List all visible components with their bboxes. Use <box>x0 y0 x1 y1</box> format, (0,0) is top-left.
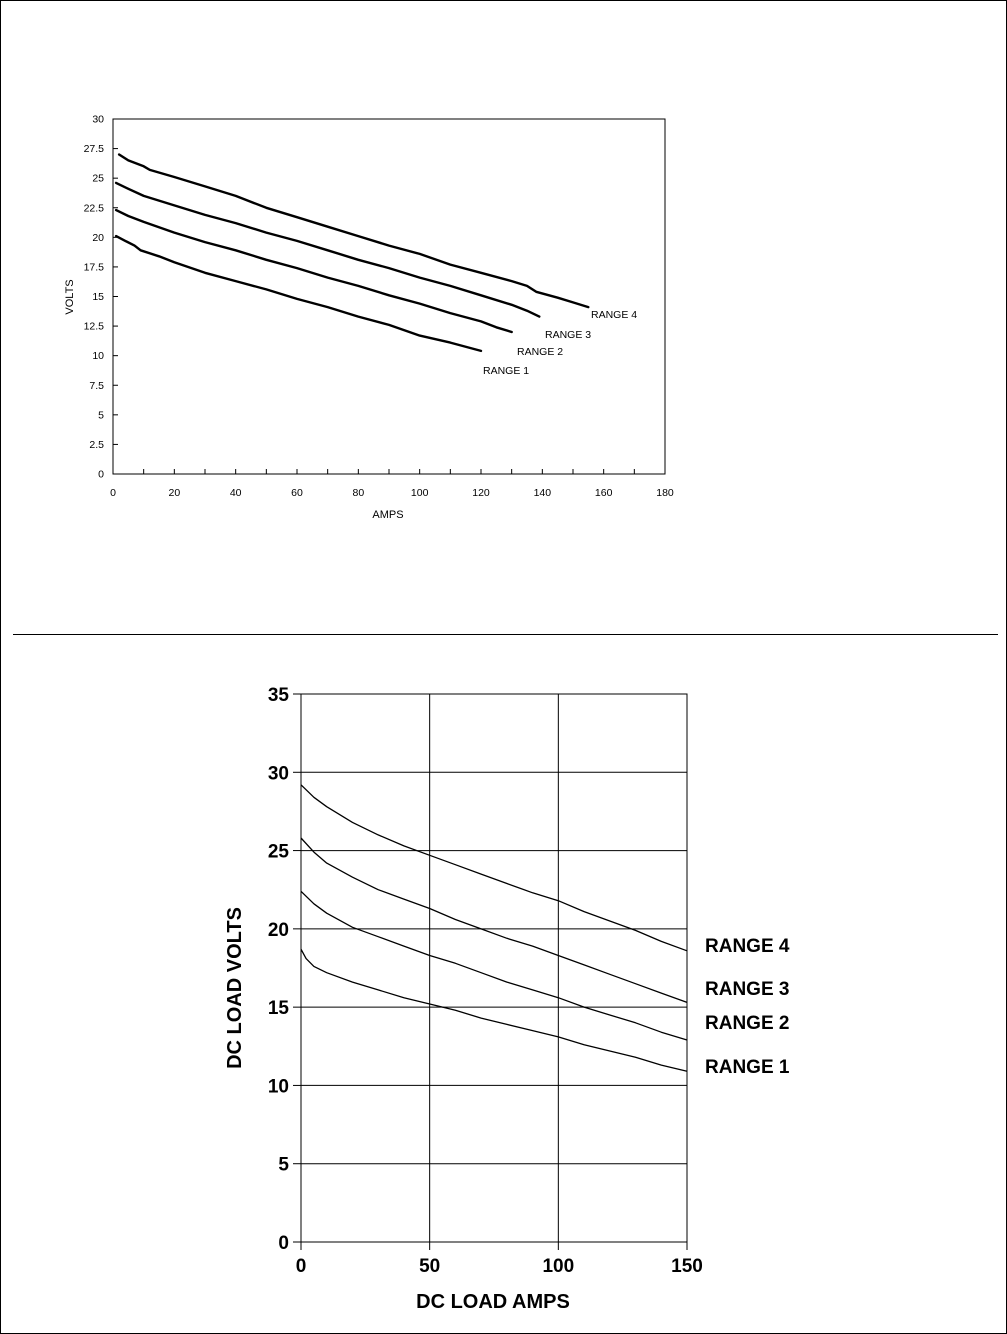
y-tick-label: 5 <box>98 409 104 422</box>
x-tick-label: 0 <box>295 1256 307 1277</box>
y-tick-label: 10 <box>267 1076 289 1098</box>
y-tick-label: 0 <box>278 1233 289 1254</box>
y-tick-label: 0 <box>98 468 104 481</box>
x-tick-label: 40 <box>229 487 242 499</box>
series-label-range-3: RANGE 3 <box>705 979 790 1000</box>
series-label-range-4: RANGE 4 <box>705 936 790 957</box>
x-tick-label: 80 <box>352 487 365 499</box>
series-label-range-4: RANGE 4 <box>591 309 638 321</box>
y-tick-label: 5 <box>278 1154 289 1176</box>
y-tick-label: 35 <box>267 685 289 706</box>
y-tick-label: 20 <box>92 231 104 244</box>
series-label-range-1: RANGE 1 <box>483 365 530 377</box>
y-tick-label: 30 <box>267 763 289 785</box>
series-label-range-2: RANGE 2 <box>517 346 564 358</box>
x-axis-label: DC LOAD AMPS <box>416 1291 570 1313</box>
x-tick-label: 120 <box>472 487 490 499</box>
y-tick-label: 15 <box>267 998 289 1020</box>
y-axis-label: VOLTS <box>64 279 76 315</box>
series-line-range-2 <box>116 210 512 332</box>
series-label-range-2: RANGE 2 <box>705 1013 790 1034</box>
series-line-range-2 <box>301 891 687 1040</box>
chart-volts-vs-amps <box>1 1 1006 631</box>
x-tick-label: 100 <box>410 487 429 499</box>
x-tick-label: 60 <box>291 487 303 499</box>
y-tick-label: 27.5 <box>83 143 104 156</box>
y-tick-label: 20 <box>267 919 289 941</box>
x-tick-label: 150 <box>671 1256 703 1277</box>
x-tick-label: 100 <box>542 1256 575 1277</box>
series-line-range-3 <box>116 183 539 317</box>
series-line-range-4 <box>301 785 687 951</box>
x-tick-label: 50 <box>419 1256 441 1277</box>
series-line-range-1 <box>116 236 481 351</box>
y-tick-label: 2.5 <box>89 438 104 451</box>
series-label-range-1: RANGE 1 <box>705 1057 790 1078</box>
y-tick-label: 22.5 <box>83 202 104 215</box>
y-tick-label: 12.5 <box>83 320 104 333</box>
series-line-range-1 <box>301 949 687 1071</box>
y-tick-label: 15 <box>92 291 104 303</box>
y-tick-label: 30 <box>92 113 104 126</box>
x-tick-label: 140 <box>533 487 552 499</box>
x-tick-label: 0 <box>110 487 116 499</box>
plot-frame <box>301 694 687 1242</box>
y-tick-label: 10 <box>92 350 104 363</box>
y-axis-label: DC LOAD VOLTS <box>224 907 246 1069</box>
x-axis-label: AMPS <box>372 509 404 521</box>
x-tick-label: 160 <box>594 487 613 499</box>
y-tick-label: 25 <box>267 841 289 863</box>
series-label-range-3: RANGE 3 <box>545 329 592 341</box>
chart-dc-load-volts-vs-amps <box>1 635 1006 1334</box>
y-tick-label: 17.5 <box>83 261 104 274</box>
y-tick-label: 25 <box>92 172 104 185</box>
x-tick-label: 180 <box>656 487 674 499</box>
y-tick-label: 7.5 <box>89 379 104 392</box>
x-tick-label: 20 <box>168 487 181 499</box>
